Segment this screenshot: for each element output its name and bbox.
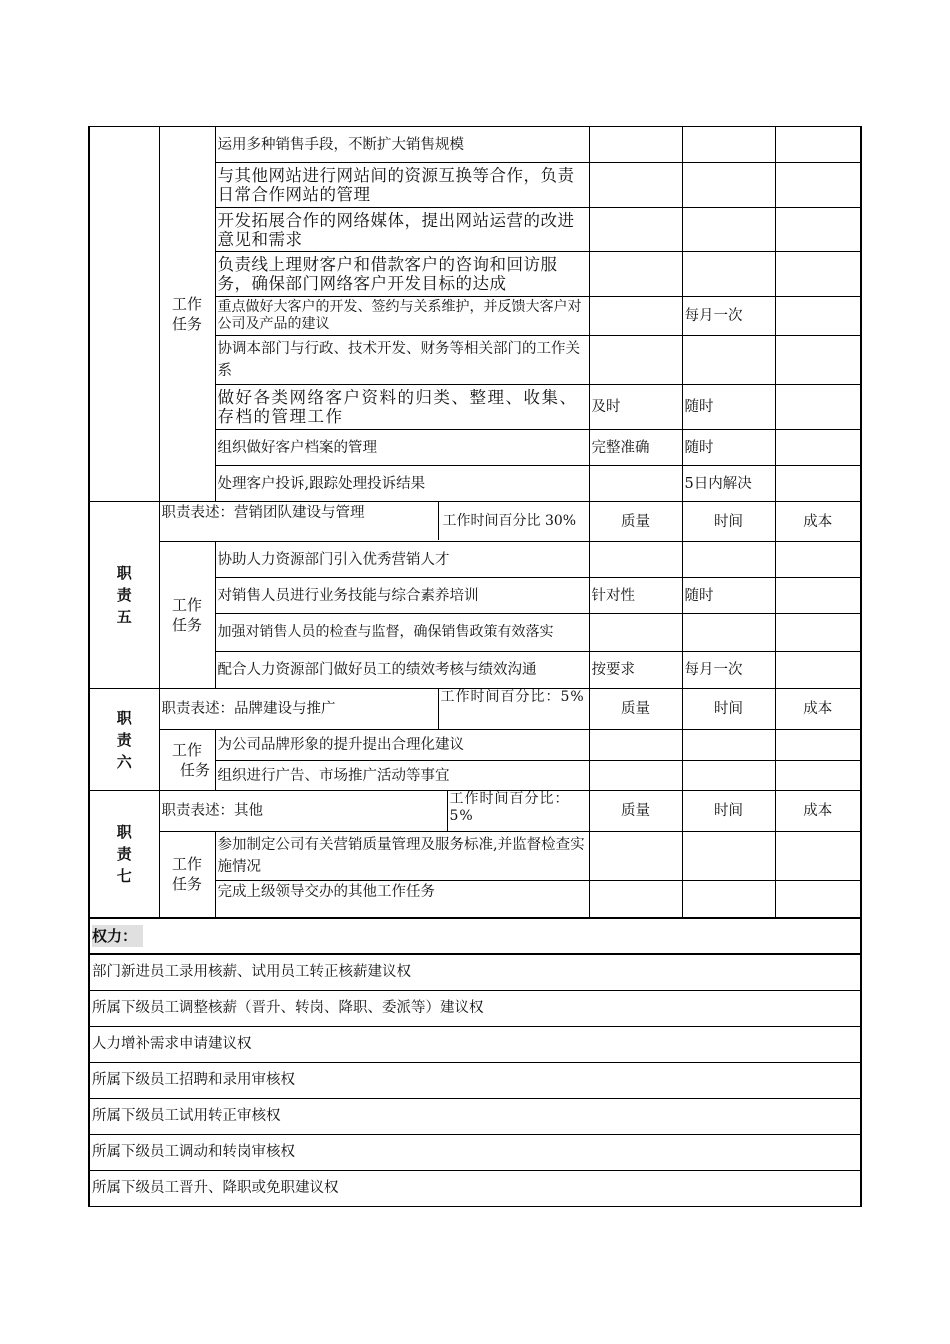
task-quality	[589, 542, 682, 578]
task-cost	[775, 163, 861, 208]
task-quality: 按要求	[589, 652, 682, 689]
task-text: 重点做好大客户的开发、签约与关系维护，并反馈大客户对公司及产品的建议	[215, 297, 589, 336]
task-quality	[589, 832, 682, 881]
duty7-percent: 工作时间百分比：5%	[447, 791, 589, 831]
task-text: 完成上级领导交办的其他工作任务	[215, 881, 589, 918]
task-cost	[775, 730, 861, 761]
task-quality	[589, 336, 682, 385]
task-time	[682, 614, 775, 652]
task-text: 组织进行广告、市场推广活动等事宜	[215, 761, 589, 791]
duty7-desc: 职责表述：其他 工作时间百分比：5%	[159, 791, 589, 832]
header-time: 时间	[682, 791, 775, 832]
header-time: 时间	[682, 502, 775, 542]
power-item: 部门新进员工录用核薪、试用员工转正核薪建议权	[89, 954, 861, 991]
task-cost	[775, 652, 861, 689]
duty6-name: 职 责 六	[89, 689, 159, 791]
list-item	[89, 1098, 861, 1134]
list-item	[89, 954, 861, 991]
job-description-sheet	[88, 126, 862, 1207]
task-time	[682, 163, 775, 208]
task-text: 组织做好客户档案的管理	[215, 430, 589, 466]
task-time	[682, 127, 775, 163]
task-time	[682, 542, 775, 578]
task-time: 5日内解决	[682, 466, 775, 502]
task-time	[682, 761, 775, 791]
task-quality	[589, 297, 682, 336]
task-time	[682, 336, 775, 385]
task-cost	[775, 208, 861, 252]
task-text: 做好各类网络客户资料的归类、整理、收集、存档的管理工作	[215, 385, 589, 430]
header-time: 时间	[682, 689, 775, 730]
task-text: 处理客户投诉,跟踪处理投诉结果	[215, 466, 589, 502]
list-item	[89, 1134, 861, 1170]
duty6-desc: 职责表述：品牌建设与推广 工作时间百分比：5%	[159, 689, 589, 730]
task-text: 配合人力资源部门做好员工的绩效考核与绩效沟通	[215, 652, 589, 689]
task-quality	[589, 730, 682, 761]
task-cost	[775, 578, 861, 614]
task-text: 负责线上理财客户和借款客户的咨询和回访服务，确保部门网络客户开发目标的达成	[215, 252, 589, 297]
table-row	[89, 502, 861, 542]
duty6-task-label: 工作 任务	[159, 730, 215, 791]
header-quality: 质量	[589, 791, 682, 832]
task-time: 每月一次	[682, 652, 775, 689]
task-cost	[775, 385, 861, 430]
task-cost	[775, 614, 861, 652]
task-cost	[775, 336, 861, 385]
power-item: 所属下级员工招聘和录用审核权	[89, 1062, 861, 1098]
task-time	[682, 832, 775, 881]
task-quality	[589, 163, 682, 208]
task-text: 加强对销售人员的检查与监督，确保销售政策有效落实	[215, 614, 589, 652]
duty7-name: 职 责 七	[89, 791, 159, 918]
power-item: 所属下级员工调动和转岗审核权	[89, 1134, 861, 1170]
task-time: 随时	[682, 578, 775, 614]
task-text: 对销售人员进行业务技能与综合素养培训	[215, 578, 589, 614]
header-cost: 成本	[775, 791, 861, 832]
task-cost	[775, 252, 861, 297]
duty5-percent: 工作时间百分比 30%	[438, 502, 587, 540]
powers-title-cell	[89, 918, 861, 954]
task-time: 随时	[682, 430, 775, 466]
table-row	[89, 791, 861, 832]
task-text: 协调本部门与行政、技术开发、财务等相关部门的工作关系	[215, 336, 589, 385]
task-quality	[589, 466, 682, 502]
task-quality: 及时	[589, 385, 682, 430]
task-cost	[775, 542, 861, 578]
list-item	[89, 990, 861, 1026]
task-time: 随时	[682, 385, 775, 430]
power-item: 人力增补需求申请建议权	[89, 1026, 861, 1062]
task-quality	[589, 208, 682, 252]
header-quality: 质量	[589, 502, 682, 542]
task-cost	[775, 297, 861, 336]
task-text: 开发拓展合作的网络媒体，提出网站运营的改进意见和需求	[215, 208, 589, 252]
table-row	[89, 689, 861, 730]
list-item	[89, 1026, 861, 1062]
task-cost	[775, 832, 861, 881]
task-time	[682, 252, 775, 297]
task-cost	[775, 127, 861, 163]
task-quality: 完整准确	[589, 430, 682, 466]
duty5-task-label: 工作 任务	[159, 542, 215, 689]
task-text: 运用多种销售手段，不断扩大销售规模	[215, 127, 589, 163]
task-quality	[589, 761, 682, 791]
power-item: 所属下级员工试用转正审核权	[89, 1098, 861, 1134]
duty4-task-label: 工作 任务	[159, 127, 215, 502]
task-quality	[589, 881, 682, 918]
task-quality	[589, 614, 682, 652]
task-time	[682, 881, 775, 918]
list-item	[89, 1170, 861, 1206]
task-text: 协助人力资源部门引入优秀营销人才	[215, 542, 589, 578]
duty4-name-cell	[89, 127, 159, 502]
task-quality: 针对性	[589, 578, 682, 614]
task-quality	[589, 127, 682, 163]
duty5-desc: 职责表述：营销团队建设与管理 工作时间百分比 30%	[159, 502, 589, 542]
table-row	[89, 542, 861, 578]
header-cost: 成本	[775, 689, 861, 730]
list-item	[89, 1062, 861, 1098]
task-cost	[775, 430, 861, 466]
powers-title: 权力：	[92, 925, 143, 947]
task-text: 为公司品牌形象的提升提出合理化建议	[215, 730, 589, 761]
power-item: 所属下级员工晋升、降职或免职建议权	[89, 1170, 861, 1206]
powers-header-row	[89, 918, 861, 954]
table-row	[89, 127, 861, 163]
task-cost	[775, 761, 861, 791]
table-row	[89, 730, 861, 761]
duty5-name: 职 责 五	[89, 502, 159, 689]
task-cost	[775, 881, 861, 918]
task-time: 每月一次	[682, 297, 775, 336]
header-cost: 成本	[775, 502, 861, 542]
power-item: 所属下级员工调整核薪（晋升、转岗、降职、委派等）建议权	[89, 990, 861, 1026]
task-text: 与其他网站进行网站间的资源互换等合作，负责日常合作网站的管理	[215, 163, 589, 208]
task-text: 参加制定公司有关营销质量管理及服务标准,并监督检查实施情况	[215, 832, 589, 881]
duty-table	[88, 126, 862, 1207]
task-time	[682, 730, 775, 761]
table-row	[89, 832, 861, 881]
duty6-percent: 工作时间百分比：5%	[438, 689, 589, 729]
header-quality: 质量	[589, 689, 682, 730]
task-quality	[589, 252, 682, 297]
task-cost	[775, 466, 861, 502]
duty7-task-label: 工作 任务	[159, 832, 215, 918]
task-time	[682, 208, 775, 252]
